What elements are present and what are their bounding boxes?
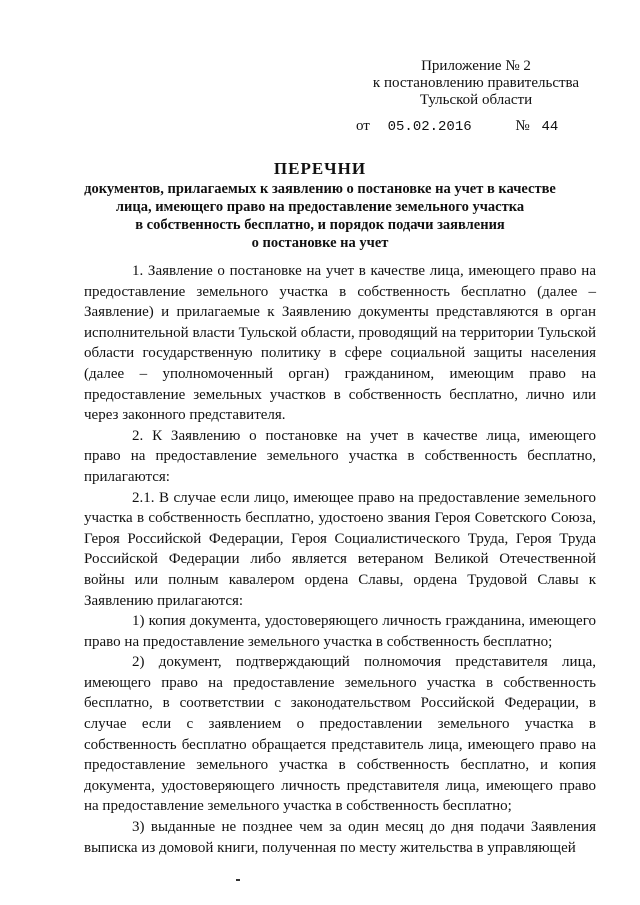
document-body	[84, 261, 596, 858]
paragraph-2: 2. К Заявлению о постановке на учет в качестве лица, имеющего право на предоставление земельного участка в собственность бесплатно, прилагаются:	[84, 427, 596, 485]
decree-date-number	[356, 118, 558, 135]
paragraph-2-1: 2.1. В случае если лицо, имеющее право на предоставление земельного участка в собственность бесплатно, удостоено звания Героя Советского Союза, Героя Российской Федерации, Героя Социалистического Труда, Героя Труда Российской Федерации либо является ветераном Великой Отечественной войны или полным кавалером ордена Славы, ордена Трудовой Славы к Заявлению прилагаются:	[84, 489, 596, 609]
paragraph-item-2: 2) документ, подтверждающий полномочия представителя лица, имеющего право на предоставление земельного участка в собственность бесплатно, в соответствии с законодательством Российской Федерации, в случае если с заявлением о предоставлении земельного участка в собственность бесплатно обращается представитель лица, имеющего право на предоставление земельного участка в собственность бесплатно, и копия документа, удостоверяющего личность представителя лица, имеющего право на предоставление земельного участка в собственность бесплатно;	[84, 654, 596, 815]
heading-line-1: документов, прилагаемых к заявлению о постановке на учет в качестве	[84, 181, 556, 197]
date-prefix: от	[356, 118, 370, 134]
paragraph-item-1: 1) копия документа, удостоверяющего личность гражданина, имеющего право на предоставление земельного участка в собственность бесплатно;	[84, 613, 596, 650]
paragraph-item-3: 3) выданные не позднее чем за один месяц до дня подачи Заявления выписка из домовой книги, полученная по месту жительства в управляющей	[84, 819, 596, 856]
heading-line-2: лица, имеющего право на предоставление земельного участка	[115, 199, 525, 215]
decree-date: 05.02.2016	[387, 119, 472, 135]
heading-line-3: в собственность бесплатно, и порядок подачи заявления	[135, 217, 505, 233]
heading-line-4: о постановке на учет	[251, 235, 389, 251]
decree-number: 44	[541, 119, 559, 135]
appendix-line-3: Тульской области	[419, 92, 533, 108]
appendix-line-2: к постановлению правительства	[372, 75, 580, 91]
number-prefix: №	[515, 118, 530, 134]
paragraph-1: 1. Заявление о постановке на учет в качестве лица, имеющего право на предоставление земельного участка в собственность бесплатно (далее – Заявление) и прилагаемые к Заявлению документы представляются в орган исполнительной власти Тульской области, проводящий на территории Тульской области государственную политику в сфере социальной защиты населения (далее – уполномоченный орган) гражданином, имеющим право на предоставление земельных участков в собственность бесплатно, лично или через законного представителя.	[84, 263, 596, 424]
appendix-line-1: Приложение № 2	[421, 58, 531, 74]
document-heading	[40, 158, 600, 252]
heading-title: ПЕРЕЧНИ	[273, 159, 367, 178]
scan-mark	[236, 879, 240, 881]
appendix-block	[356, 58, 596, 109]
